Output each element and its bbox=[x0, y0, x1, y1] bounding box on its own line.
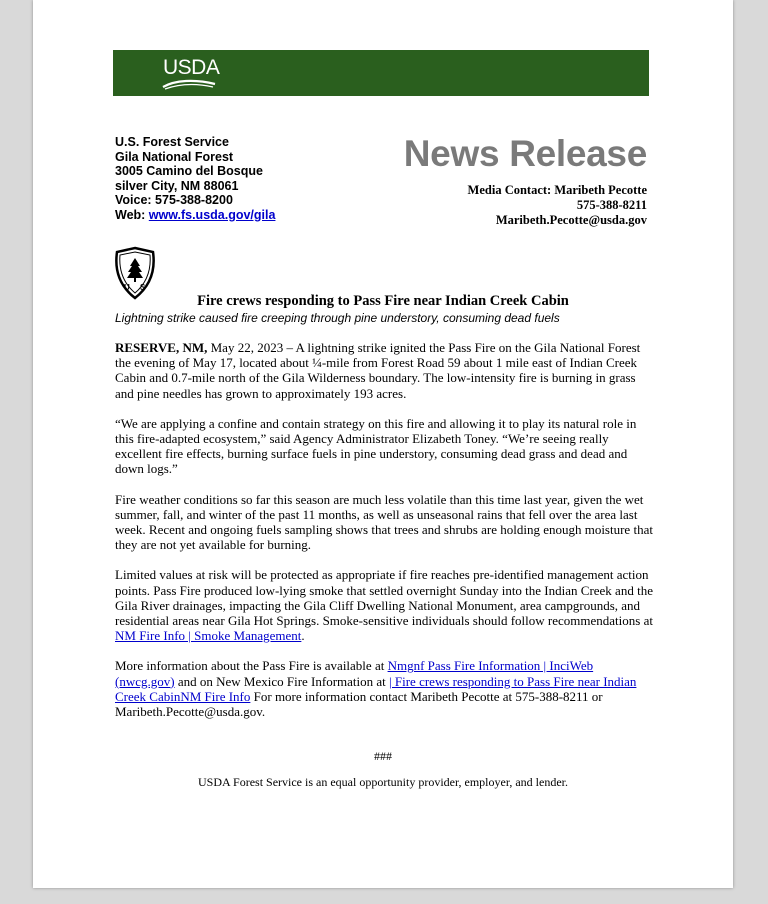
web-label: Web: bbox=[115, 207, 149, 222]
web-link[interactable]: www.fs.usda.gov/gila bbox=[148, 207, 276, 222]
paragraph bbox=[115, 567, 655, 643]
smoke-management-link[interactable]: NM Fire Info | Smoke Management bbox=[115, 628, 302, 644]
paragraph bbox=[115, 658, 655, 719]
office-address bbox=[115, 135, 275, 222]
address-line: 3005 Camino del Bosque bbox=[115, 164, 263, 178]
paragraph bbox=[115, 340, 655, 401]
paragraph: “We are applying a confine and contain strategy on this fire and allowing it to play its natural role in this fire-adapted ecosystem,” said Agency Administrator Elizabeth Toney. “We’re seeing really excellent fire effects, burning surface fuels in pine understory, consuming dead grass and dead and down logs.” bbox=[115, 415, 637, 477]
inciweb-link[interactable]: Nmgnf Pass Fire Information | InciWeb (nwcg.gov) bbox=[115, 658, 594, 689]
subheadline: Lightning strike caused fire creeping through pine understory, consuming dead fuels bbox=[115, 311, 560, 325]
paragraph-text: and on New Mexico Fire Information at bbox=[174, 673, 390, 689]
svg-text:S: S bbox=[140, 283, 146, 292]
paragraph-text: For more information contact Maribeth Pecotte at 575-388-8211 or Maribeth.Pecotte@usda.gov. bbox=[115, 688, 603, 720]
address-line: U.S. Forest Service bbox=[115, 135, 229, 149]
contact-name: Media Contact: Maribeth Pecotte bbox=[467, 183, 647, 197]
page-title: News Release bbox=[403, 133, 647, 174]
nm-fire-info-link[interactable]: | Fire crews responding to Pass Fire near Indian Creek CabinNM Fire Info bbox=[115, 673, 637, 704]
paragraph: Fire weather conditions so far this season are much less volatile than this time last year, given the wet summer, fall, and winter of the past 11 months, as well as unseasonal rains that fell over the area last week. Recent and ongoing fuels sampling shows that trees and shrubs are holding enough moisture that they are not yet available for burning. bbox=[115, 491, 653, 553]
address-line: Gila National Forest bbox=[115, 149, 234, 164]
paragraph-text: Limited values at risk will be protected as appropriate if fire reaches pre-identified management action points. Pass Fire produced low-lying smoke that settled overnight Sunday into the Indian Creek and the Gila River drainages, impacting the Gila Cliff Dwelling National Monument, area campgrounds, and residential areas near Gila Hot Springs. Smoke-sensitive individuals should follow recommendations at bbox=[115, 567, 653, 629]
contact-phone: 575-388-8211 bbox=[576, 198, 647, 212]
address-line: Voice: 575-388-8200 bbox=[115, 193, 233, 207]
media-contact bbox=[468, 183, 647, 228]
address-line: silver City, NM 88061 bbox=[115, 178, 239, 193]
paragraph-text: . bbox=[301, 628, 305, 644]
svg-text:U: U bbox=[124, 283, 130, 292]
paragraph-text: More information about the Pass Fire is available at bbox=[115, 658, 388, 674]
forest-service-shield-icon bbox=[113, 246, 157, 300]
paragraph-text: May 22, 2023 – A lightning strike ignited the Pass Fire on the Gila National Forest the evening of May 17, located about ¼-mile from Forest Road 59 about 1 mile east of Indian Creek Cabin and 0.7-mile north of the Gila Wilderness boundary. The low-intensity fire is burning in grass and pine needles has grown to approximately 193 acres. bbox=[115, 340, 641, 401]
usda-swoosh-icon bbox=[161, 78, 217, 90]
footer-statement: USDA Forest Service is an equal opportunity provider, employer, and lender. bbox=[198, 775, 568, 789]
headline: Fire crews responding to Pass Fire near Indian Creek Cabin bbox=[197, 293, 569, 309]
document-page bbox=[33, 0, 733, 888]
dateline: RESERVE, NM, bbox=[115, 340, 208, 355]
web-line bbox=[115, 208, 275, 223]
usda-banner bbox=[113, 50, 649, 96]
contact-email: Maribeth.Pecotte@usda.gov bbox=[495, 213, 647, 227]
usda-logo: USDA bbox=[163, 56, 220, 79]
release-body bbox=[115, 340, 655, 734]
end-mark: ### bbox=[374, 749, 392, 763]
